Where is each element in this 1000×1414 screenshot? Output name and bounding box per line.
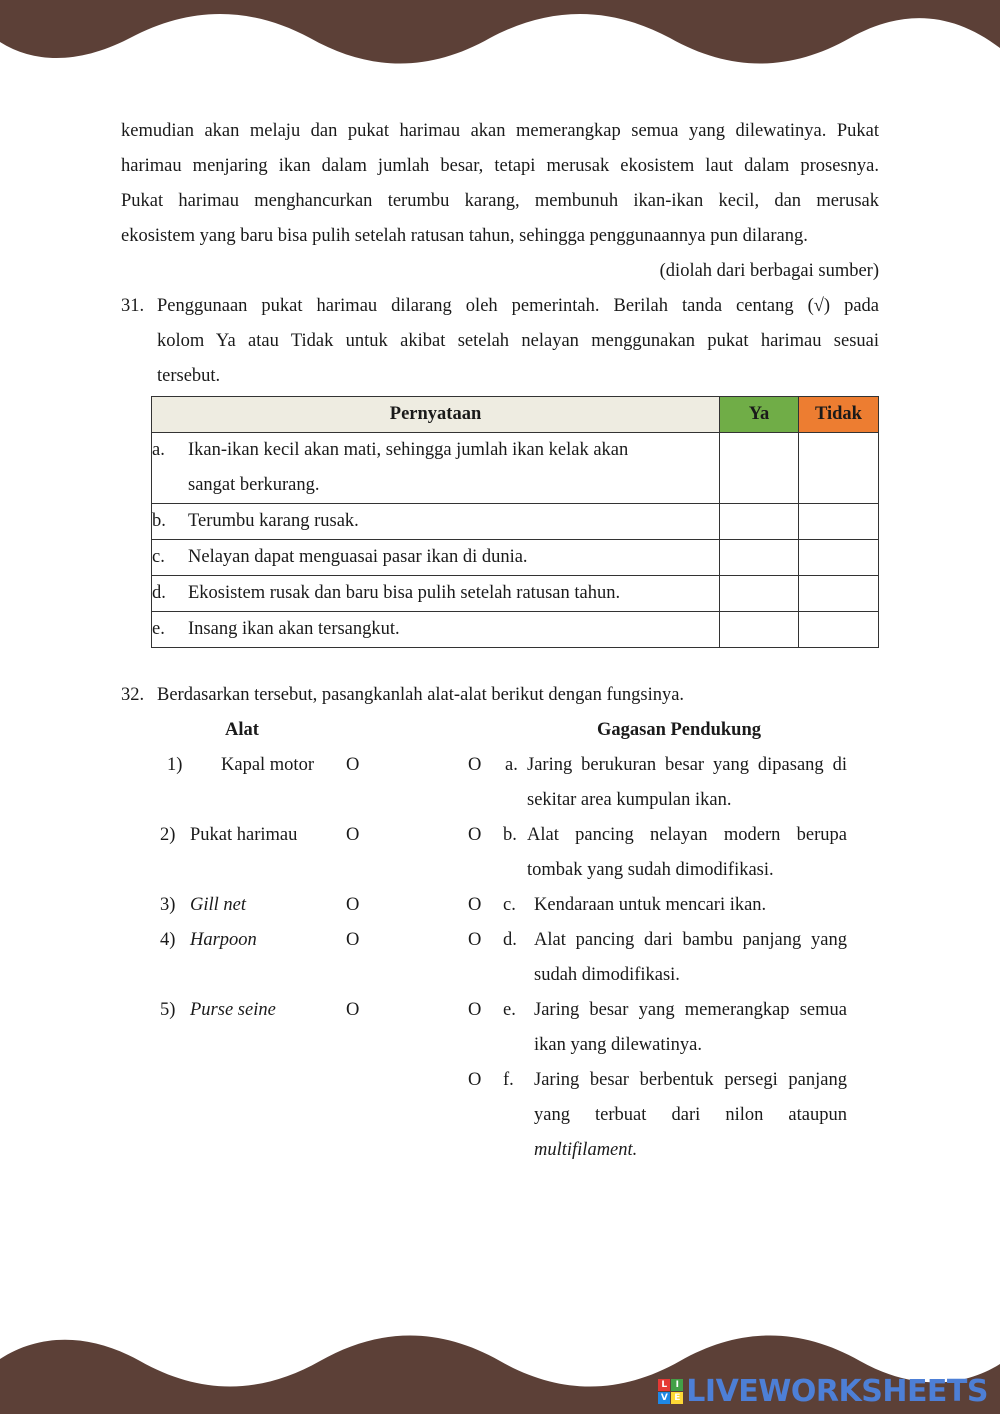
- answer-item: [503, 923, 847, 993]
- answer-letter: b.: [503, 825, 517, 845]
- header-tidak: Tidak: [799, 397, 879, 433]
- ya-checkbox-cell[interactable]: [720, 540, 799, 576]
- tool-match-dot[interactable]: O: [346, 1000, 360, 1020]
- header-statement: Pernyataan: [152, 397, 720, 433]
- ya-checkbox-cell[interactable]: [720, 612, 799, 648]
- answer-item: [503, 888, 847, 923]
- logo-letter: L: [658, 1379, 670, 1391]
- logo-text: LIVEWORKSHEETS: [686, 1374, 988, 1409]
- answer-text: multifilament.: [534, 1140, 638, 1160]
- passage-line: harimau menjaring ikan dalam jumlah besar, tetapi merusak ekosistem laut dalam prosesnya.: [121, 156, 879, 176]
- answer-match-dot[interactable]: O: [468, 930, 482, 950]
- column-header-alat: Alat: [225, 720, 259, 740]
- row-letter: d.: [152, 583, 166, 603]
- column-header-gagasan: Gagasan Pendukung: [597, 720, 761, 740]
- tool-name: Purse seine: [190, 1000, 276, 1020]
- answer-text: Jaring besar berbentuk persegi panjang: [534, 1070, 847, 1090]
- statement-cell: [152, 576, 720, 612]
- answer-text: Alat pancing nelayan modern berupa: [527, 825, 847, 845]
- answer-item: [503, 818, 847, 888]
- answer-text: Jaring berukuran besar yang dipasang di: [527, 755, 847, 775]
- matching-exercise: [121, 713, 879, 1183]
- ya-checkbox-cell[interactable]: [720, 576, 799, 612]
- statement-cell: [152, 540, 720, 576]
- question-number: 31.: [121, 296, 145, 316]
- reading-passage: [121, 114, 879, 254]
- answer-letter: c.: [503, 895, 516, 915]
- statement-text: Ikan-ikan kecil akan mati, sehingga jumlah ikan kelak akan: [188, 440, 629, 460]
- statement-text: Nelayan dapat menguasai pasar ikan di dunia.: [188, 547, 528, 567]
- answer-match-dot[interactable]: O: [468, 1000, 482, 1020]
- answer-item: [505, 748, 847, 818]
- answer-text: yang terbuat dari nilon ataupun: [534, 1105, 847, 1125]
- ya-checkbox-cell[interactable]: [720, 433, 799, 504]
- answer-match-dot[interactable]: O: [468, 1070, 482, 1090]
- answer-text: ikan yang dilewatinya.: [534, 1035, 702, 1055]
- answer-text: sudah dimodifikasi.: [534, 965, 680, 985]
- statement-cell: [152, 612, 720, 648]
- tidak-checkbox-cell[interactable]: [799, 540, 879, 576]
- answer-text: Jaring besar yang memerangkap semua: [534, 1000, 847, 1020]
- statement-cell: [152, 504, 720, 540]
- answer-item: [503, 1063, 847, 1168]
- answer-letter: a.: [505, 755, 518, 775]
- passage-line: Pukat harimau menghancurkan terumbu karang, membunuh ikan-ikan kecil, dan merusak: [121, 191, 879, 211]
- answer-item: [503, 993, 847, 1063]
- question-text: Berdasarkan tersebut, pasangkanlah alat-alat berikut dengan fungsinya.: [157, 685, 685, 705]
- answer-letter: e.: [503, 1000, 516, 1020]
- answer-text: tombak yang sudah dimodifikasi.: [527, 860, 774, 880]
- statement-text: sangat berkurang.: [188, 475, 320, 495]
- row-letter: b.: [152, 511, 166, 531]
- header-ya: Ya: [720, 397, 799, 433]
- passage-line: ekosistem yang baru bisa pulih setelah ratusan tahun, sehingga penggunaannya pun dilarang.: [121, 226, 808, 246]
- tidak-checkbox-cell[interactable]: [799, 433, 879, 504]
- logo-letter: V: [658, 1392, 670, 1404]
- answer-match-dot[interactable]: O: [468, 895, 482, 915]
- tool-name: Harpoon: [190, 930, 257, 950]
- tool-number: 5): [160, 1000, 176, 1020]
- top-wave-decoration: [0, 0, 1000, 90]
- tool-match-dot[interactable]: O: [346, 755, 360, 775]
- tool-match-dot[interactable]: O: [346, 825, 360, 845]
- tool-name: Gill net: [190, 895, 247, 915]
- table-row: [152, 612, 879, 648]
- tool-match-dot[interactable]: O: [346, 895, 360, 915]
- answer-letter: f.: [503, 1070, 514, 1090]
- ya-checkbox-cell[interactable]: [720, 504, 799, 540]
- statement-cell: [152, 433, 720, 504]
- table-row: [152, 540, 879, 576]
- logo-letter: E: [671, 1392, 683, 1404]
- logo-letter: I: [671, 1379, 683, 1391]
- row-letter: e.: [152, 619, 165, 639]
- tool-number: 2): [160, 825, 176, 845]
- answer-letter: d.: [503, 930, 517, 950]
- statement-table: [151, 396, 879, 648]
- tool-name: Kapal motor: [221, 755, 314, 775]
- answer-match-dot[interactable]: O: [468, 825, 482, 845]
- question-number: 32.: [121, 685, 145, 705]
- tool-match-dot[interactable]: O: [346, 930, 360, 950]
- answer-text: Kendaraan untuk mencari ikan.: [534, 895, 767, 915]
- question-text: kolom Ya atau Tidak untuk akibat setelah nelayan menggunakan pukat harimau sesuai: [157, 331, 879, 351]
- tool-name: Pukat harimau: [190, 825, 298, 845]
- logo-icon: [658, 1379, 683, 1404]
- statement-text: Insang ikan akan tersangkut.: [188, 619, 400, 639]
- tool-number: 3): [160, 895, 176, 915]
- table-header-row: [152, 397, 879, 433]
- source-note: (diolah dari berbagai sumber): [659, 261, 879, 281]
- tidak-checkbox-cell[interactable]: [799, 504, 879, 540]
- liveworksheets-logo: [658, 1374, 988, 1409]
- tool-number: 4): [160, 930, 176, 950]
- question-32: [121, 678, 879, 713]
- row-letter: c.: [152, 547, 165, 567]
- statement-text: Ekosistem rusak dan baru bisa pulih setelah ratusan tahun.: [188, 583, 621, 603]
- passage-line: kemudian akan melaju dan pukat harimau akan memerangkap semua yang dilewatinya. Pukat: [121, 121, 879, 141]
- tidak-checkbox-cell[interactable]: [799, 576, 879, 612]
- row-letter: a.: [152, 440, 165, 460]
- table-row: [152, 576, 879, 612]
- tidak-checkbox-cell[interactable]: [799, 612, 879, 648]
- statement-text: Terumbu karang rusak.: [188, 511, 359, 531]
- answer-text: Alat pancing dari bambu panjang yang: [534, 930, 847, 950]
- answer-text: sekitar area kumpulan ikan.: [527, 790, 732, 810]
- table-row: [152, 433, 879, 504]
- table-row: [152, 504, 879, 540]
- tool-number: 1): [167, 755, 183, 775]
- answer-match-dot[interactable]: O: [468, 755, 482, 775]
- question-31: [121, 289, 879, 394]
- question-text: Penggunaan pukat harimau dilarang oleh pemerintah. Berilah tanda centang (√) pada: [157, 296, 879, 316]
- question-text: tersebut.: [157, 366, 221, 386]
